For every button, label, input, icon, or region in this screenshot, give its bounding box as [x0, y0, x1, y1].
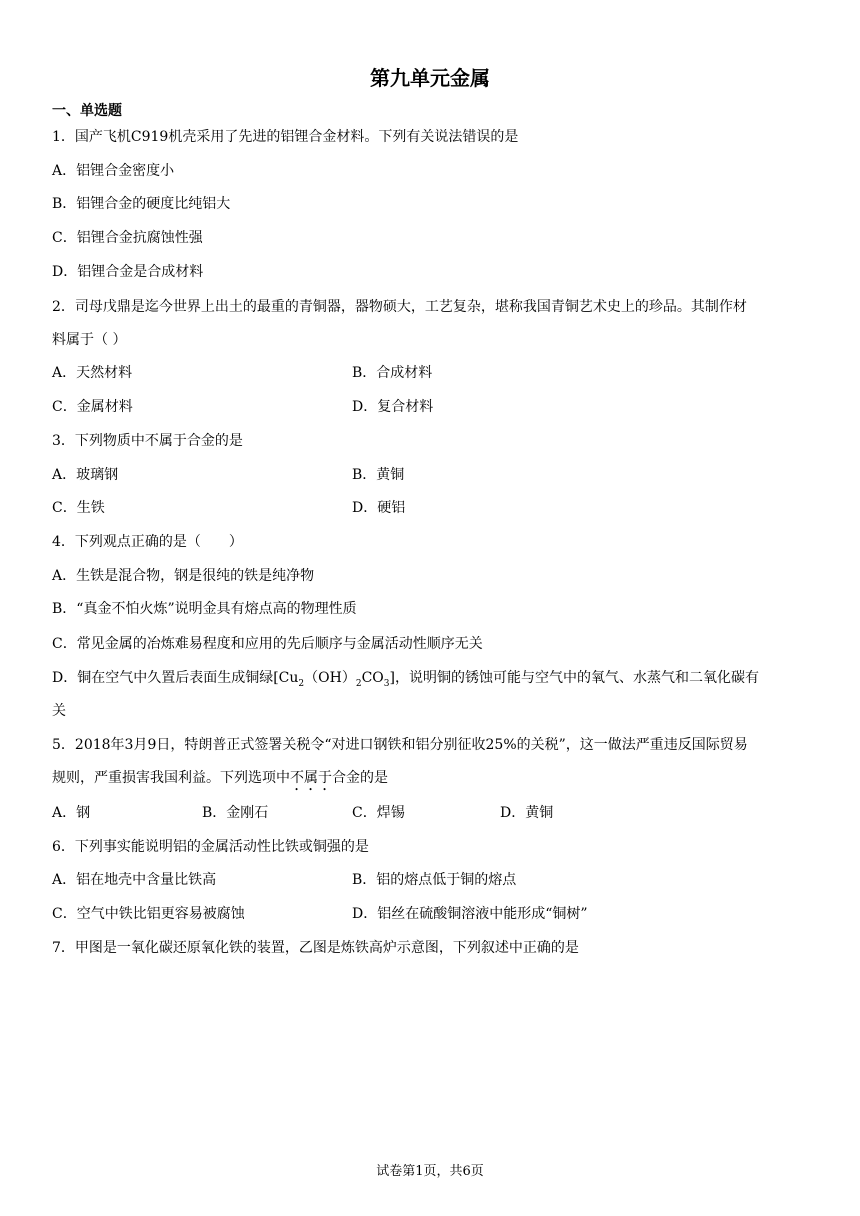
- question-5-option-c: C．焊锡: [352, 805, 405, 821]
- question-7-stem: 7．甲图是一氧化碳还原氧化铁的装置，乙图是炼铁高炉示意图，下列叙述中正确的是: [52, 940, 579, 956]
- question-3-option-c: C．生铁: [52, 500, 105, 516]
- stem-text: 规则，严重损害我国利益。下列选项中: [52, 770, 290, 786]
- question-1-option-a: A．铝锂合金密度小: [52, 163, 175, 179]
- question-5-option-b: B．金刚石: [202, 805, 269, 821]
- question-2-option-d: D．复合材料: [352, 399, 434, 415]
- question-6-option-d: D．铝丝在硫酸铜溶液中能形成“铜树”: [352, 906, 588, 922]
- emphasized-text: 不属于: [290, 770, 332, 786]
- question-3-option-b: B．黄铜: [352, 467, 405, 483]
- subscript: 3: [383, 678, 390, 689]
- question-4-option-d: [52, 668, 812, 694]
- question-2-option-b: B．合成材料: [352, 365, 433, 381]
- option-d-text-start: D．铜在空气中久置后表面生成铜绿[Cu: [52, 670, 299, 686]
- question-5-stem-line-1: 5．2018年3月9日，特朗普正式签署关税令“对进口钢铁和铝分别征收25%的关税”，这一做法严重违反国际贸易: [52, 737, 748, 753]
- question-4-stem: 4．下列观点正确的是（ ）: [52, 534, 243, 550]
- page-title: 第九单元金属: [370, 66, 490, 90]
- question-4-option-a: A．生铁是混合物，钢是很纯的铁是纯净物: [52, 568, 315, 584]
- question-2-option-c: C．金属材料: [52, 399, 133, 415]
- hydroxide-group: （OH）: [304, 670, 356, 686]
- stem-text: 合金的是: [332, 770, 388, 786]
- question-2-stem-line-2: 料属于（ ）: [52, 332, 127, 348]
- section-heading: 一、单选题: [52, 103, 122, 119]
- subscript: 2: [355, 678, 362, 689]
- question-6-option-c: C．空气中铁比铝更容易被腐蚀: [52, 906, 245, 922]
- question-1-option-d: D．铝锂合金是合成材料: [52, 264, 204, 280]
- question-4-option-d-line-2: 关: [52, 703, 66, 719]
- question-3-option-a: A．玻璃钢: [52, 467, 119, 483]
- question-6-option-b: B．铝的熔点低于铜的熔点: [352, 872, 517, 888]
- question-1-stem: 1．国产飞机C919机壳采用了先进的铝锂合金材料。下列有关说法错误的是: [52, 129, 519, 145]
- subscript: 2: [298, 678, 305, 689]
- question-3-stem: 3．下列物质中不属于合金的是: [52, 433, 243, 449]
- carbonate-group: CO: [361, 670, 384, 686]
- question-1-option-b: B．铝锂合金的硬度比纯铝大: [52, 196, 231, 212]
- option-d-text-end: ]，说明铜的锈蚀可能与空气中的氧气、水蒸气和二氧化碳有: [389, 670, 759, 686]
- question-1-option-c: C．铝锂合金抗腐蚀性强: [52, 230, 203, 246]
- question-5-option-a: A．钢: [52, 805, 91, 821]
- question-6-option-a: A．铝在地壳中含量比铁高: [52, 872, 217, 888]
- question-4-option-c: C．常见金属的冶炼难易程度和应用的先后顺序与金属活动性顺序无关: [52, 636, 483, 652]
- question-2-option-a: A．天然材料: [52, 365, 133, 381]
- page-footer: 试卷第1页，共6页: [376, 1164, 484, 1179]
- question-6-stem: 6．下列事实能说明铝的金属活动性比铁或铜强的是: [52, 839, 369, 855]
- question-3-option-d: D．硬铝: [352, 500, 406, 516]
- question-5-stem-line-2: [52, 768, 812, 794]
- question-5-option-d: D．黄铜: [500, 805, 554, 821]
- question-4-option-b: B．“真金不怕火炼”说明金具有熔点高的物理性质: [52, 601, 357, 617]
- question-2-stem-line-1: 2．司母戊鼎是迄今世界上出土的最重的青铜器，器物硕大，工艺复杂，堪称我国青铜艺术史上的珍品。其制作材: [52, 299, 747, 315]
